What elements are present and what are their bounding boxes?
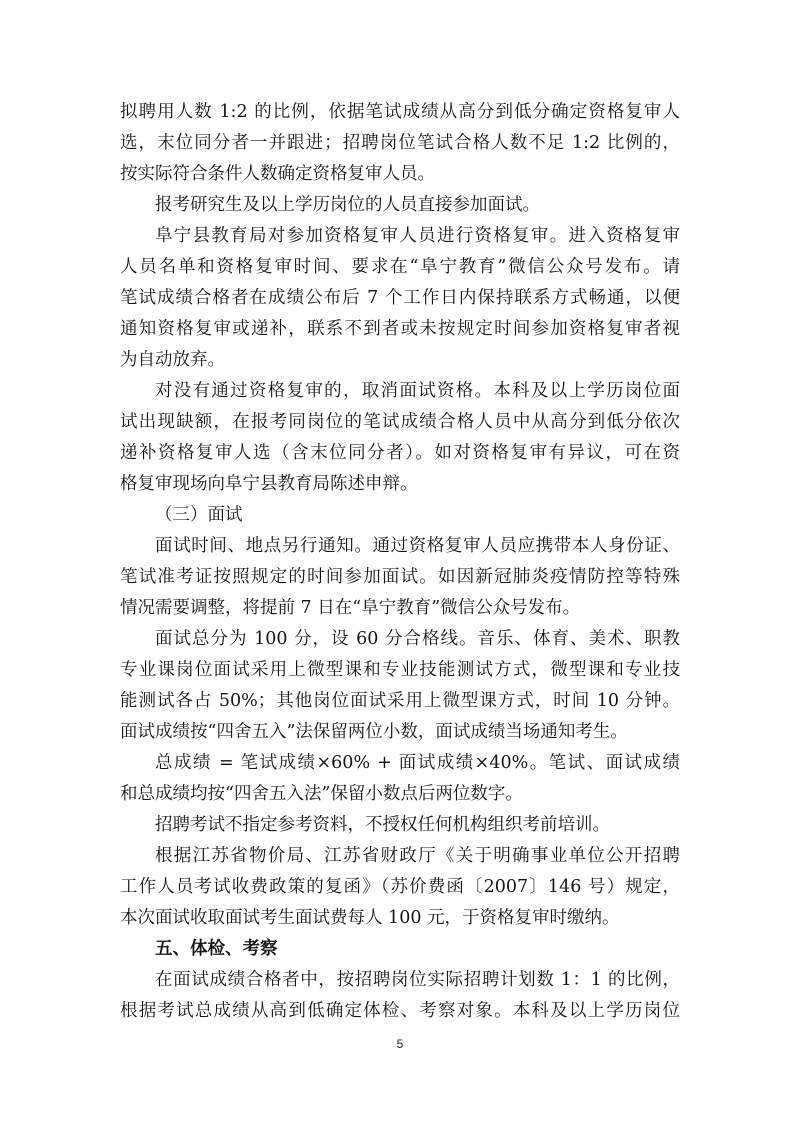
text-line: 专业课岗位面试采用上微型课和专业技能测试方式，微型课和专业技 — [120, 660, 680, 680]
text-line: 和总成绩均按“四舍五入法”保留小数点后两位数字。 — [120, 784, 523, 804]
text-line: 报考研究生及以上学历岗位的人员直接参加面试。 — [155, 195, 540, 215]
section-heading-text: 五、体检、考察 — [155, 939, 278, 959]
text-line: 递补资格复审人选（含末位同分者）。如对资格复审有异议，可在资 — [120, 443, 680, 463]
text-line: 工作人员考试收费政策的复函》（苏价费函〔2007〕146 号）规定， — [120, 877, 680, 897]
text-line: 阜宁县教育局对参加资格复审人员进行资格复审。进入资格复审 — [155, 226, 680, 246]
paragraph — [120, 810, 680, 841]
text-line: 通知资格复审或递补，联系不到者或未按规定时间参加资格复审者视 — [120, 319, 680, 339]
paragraph — [120, 376, 680, 500]
paragraph — [120, 624, 680, 748]
text-line: 按实际符合条件人数确定资格复审人员。 — [120, 164, 435, 184]
paragraph — [120, 221, 680, 376]
section-heading-text: （三）面试 — [155, 505, 243, 525]
text-line: 本次面试收取面试考生面试费每人 100 元，于资格复审时缴纳。 — [120, 908, 620, 928]
paragraph — [120, 531, 680, 624]
text-line: 选，末位同分者一并跟进；招聘岗位笔试合格人数不足 1:2 比例的， — [120, 133, 680, 153]
section-heading — [120, 500, 680, 531]
text-line: 笔试成绩合格者在成绩公布后 7 个工作日内保持联系方式畅通，以便 — [120, 288, 680, 308]
text-line: 为自动放弃。 — [120, 350, 225, 370]
text-line: 招聘考试不指定参考资料，不授权任何机构组织考前培训。 — [155, 815, 610, 835]
paragraph — [120, 97, 680, 190]
page-number: 5 — [396, 1037, 404, 1051]
text-line: 试出现缺额，在报考同岗位的笔试成绩合格人员中从高分到低分依次 — [120, 412, 680, 432]
text-line: 拟聘用人数 1:2 的比例，依据笔试成绩从高分到低分确定资格复审人 — [120, 102, 680, 122]
text-line: 根据江苏省物价局、江苏省财政厅《关于明确事业单位公开招聘 — [155, 846, 680, 866]
text-line: 能测试各占 50%；其他岗位面试采用上微型课方式，时间 10 分钟。 — [120, 691, 680, 711]
text-line: 笔试准考证按照规定的时间参加面试。如因新冠肺炎疫情防控等特殊 — [120, 567, 680, 587]
text-line: 面试成绩按“四舍五入”法保留两位小数，面试成绩当场通知考生。 — [120, 722, 628, 742]
paragraph — [120, 965, 680, 1027]
text-line: 根据考试总成绩从高到低确定体检、考察对象。本科及以上学历岗位 — [120, 1001, 680, 1021]
text-line: 面试总分为 100 分，设 60 分合格线。音乐、体育、美术、职教 — [155, 629, 680, 649]
text-line: 情况需要调整，将提前 7 日在“阜宁教育”微信公众号发布。 — [120, 598, 581, 618]
section-heading — [120, 934, 680, 965]
text-line: 面试时间、地点另行通知。通过资格复审人员应携带本人身份证、 — [155, 536, 680, 556]
text-line: 对没有通过资格复审的，取消面试资格。本科及以上学历岗位面 — [155, 381, 680, 401]
text-line: 总成绩 = 笔试成绩×60% + 面试成绩×40%。笔试、面试成绩 — [155, 753, 680, 773]
document-body — [120, 97, 680, 1027]
text-line: 人员名单和资格复审时间、要求在“阜宁教育”微信公众号发布。请 — [120, 257, 680, 277]
paragraph — [120, 841, 680, 934]
paragraph — [120, 190, 680, 221]
text-line: 在面试成绩合格者中，按招聘岗位实际招聘计划数 1：1 的比例， — [155, 970, 680, 990]
text-line: 格复审现场向阜宁县教育局陈述申辩。 — [120, 474, 418, 494]
paragraph — [120, 748, 680, 810]
